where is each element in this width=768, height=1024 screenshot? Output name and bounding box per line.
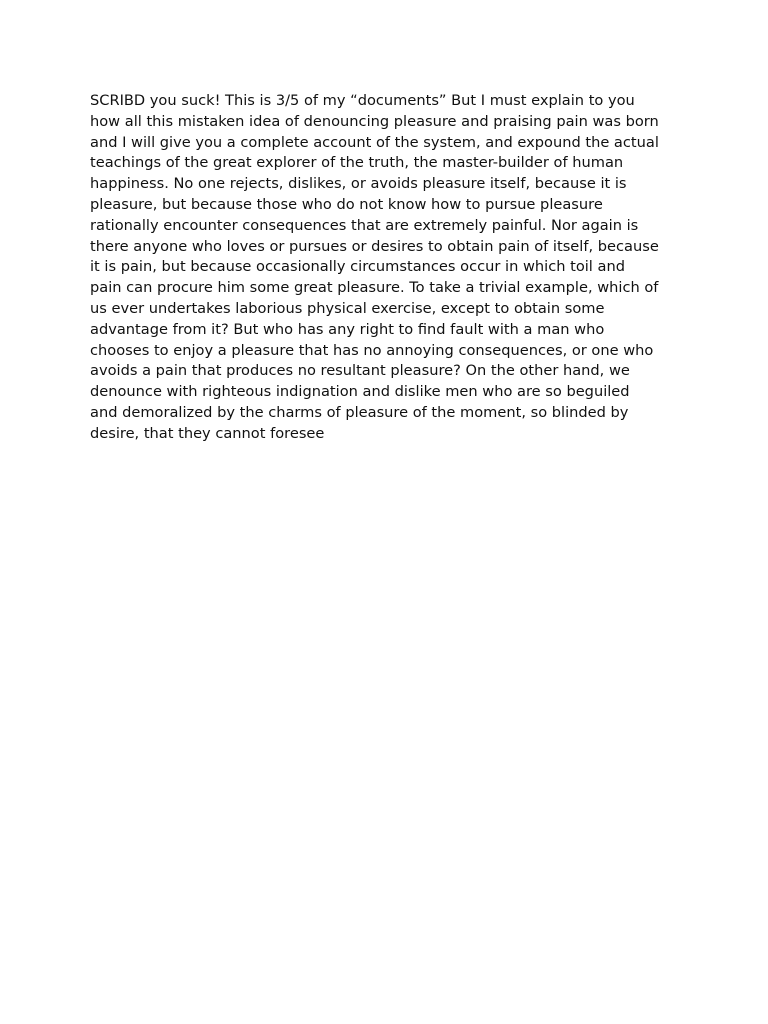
- paragraph-line: denounce with righteous indignation and dislike men who are so beguiled: [90, 383, 630, 401]
- paragraph-line: and demoralized by the charms of pleasure of the moment, so blinded by: [90, 403, 629, 421]
- body-paragraph: [90, 91, 690, 445]
- paragraph-line: SCRIBD you suck! This is 3/5 of my “documents” But I must explain to you: [90, 92, 635, 109]
- paragraph-line: and I will give you a complete account of the system, and expound the actual: [90, 133, 659, 151]
- paragraph-line: pain can procure him some great pleasure. To take a trivial example, which of: [90, 279, 659, 297]
- paragraph-line: rationally encounter consequences that are extremely painful. Nor again is: [90, 216, 639, 234]
- paragraph-line: teachings of the great explorer of the truth, the master-builder of human: [90, 154, 624, 172]
- paragraph-line: desire, that they cannot foresee: [90, 424, 325, 442]
- paragraph-line: avoids a pain that produces no resultant pleasure? On the other hand, we: [90, 362, 630, 380]
- paragraph-line: it is pain, but because occasionally circumstances occur in which toil and: [90, 258, 625, 276]
- paragraph-line: chooses to enjoy a pleasure that has no annoying consequences, or one who: [90, 341, 654, 359]
- paragraph-line: happiness. No one rejects, dislikes, or avoids pleasure itself, because it is: [90, 175, 627, 193]
- paragraph-line: pleasure, but because those who do not know how to pursue pleasure: [90, 195, 603, 213]
- paragraph-line: how all this mistaken idea of denouncing pleasure and praising pain was born: [90, 112, 659, 130]
- paragraph-line: advantage from it? But who has any right to find fault with a man who: [90, 320, 605, 338]
- paragraph-line: us ever undertakes laborious physical exercise, except to obtain some: [90, 299, 605, 317]
- paragraph-line: there anyone who loves or pursues or desires to obtain pain of itself, because: [90, 237, 659, 255]
